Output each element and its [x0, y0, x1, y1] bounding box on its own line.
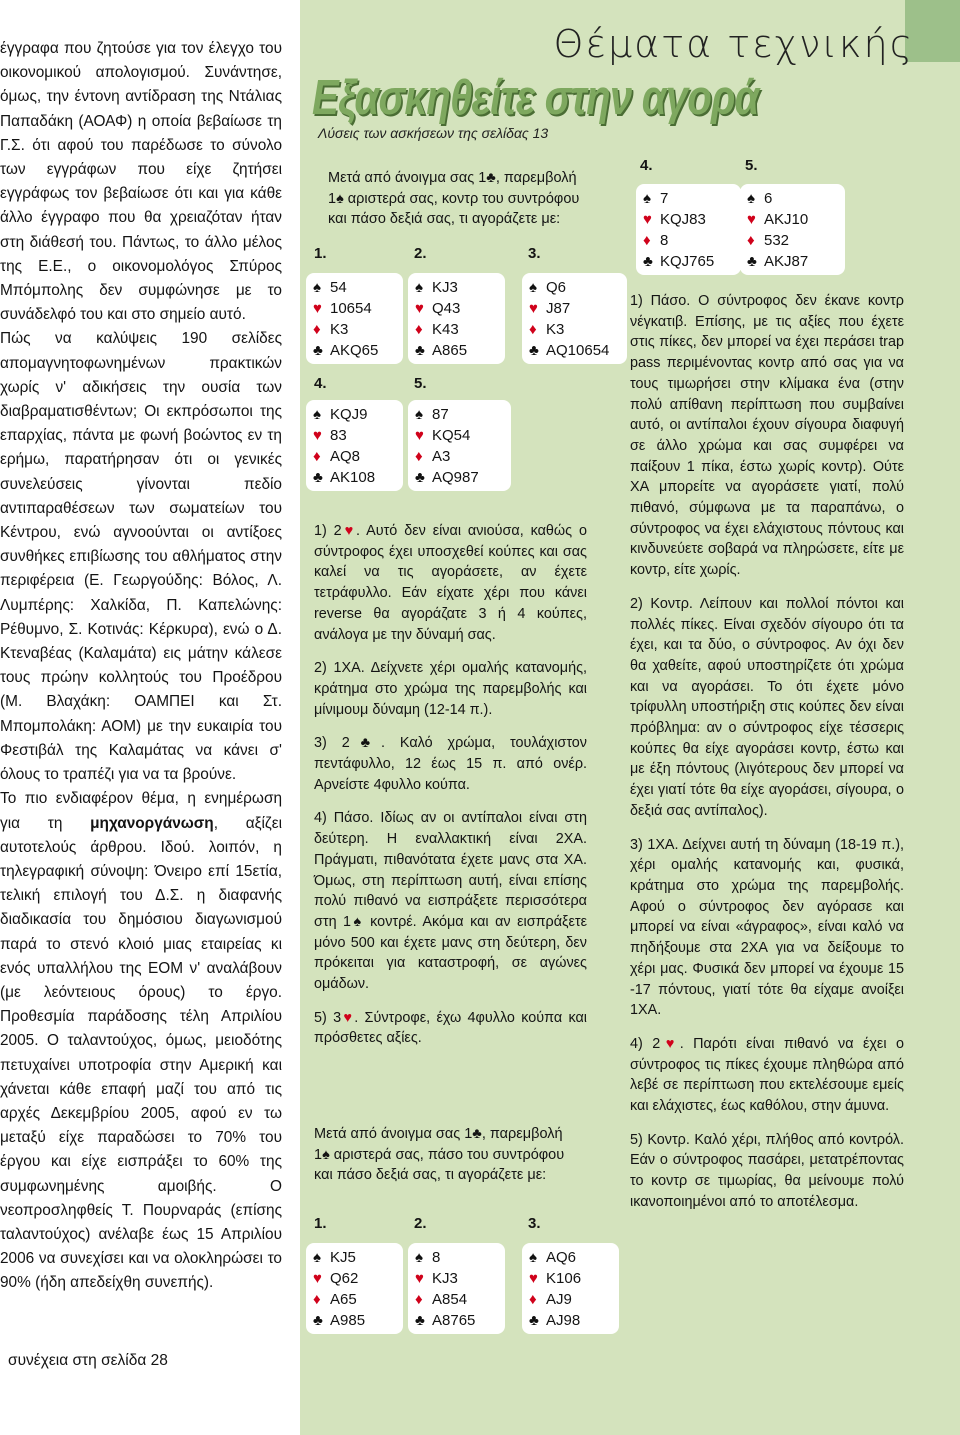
hand-row-hearts — [313, 425, 397, 446]
hand-row-hearts — [313, 298, 397, 319]
answer-paragraph: 3) 2♣. Καλό χρώμα, τουλάχιστον πεντάφυλλο, 12 έως 15 π. από ονέρ. Αρνείστε 4φυλλο κούπα. — [314, 735, 587, 793]
hand-label: 5. — [414, 375, 427, 392]
bridge-hand — [306, 1243, 403, 1334]
hand-row-spades — [415, 404, 505, 425]
hand-cards: 54 — [330, 279, 347, 296]
club-suit-icon: ♣ — [529, 342, 539, 359]
hand-row-hearts — [415, 298, 499, 319]
suit-icon: ♥ — [341, 1009, 355, 1026]
heart-suit-icon: ♥ — [747, 211, 756, 228]
diamond-suit-icon: ♦ — [529, 1291, 537, 1308]
spade-suit-icon: ♠ — [313, 406, 321, 423]
page-title: Εξασκηθείτε στην αγορά — [312, 71, 759, 125]
hand-cards: A865 — [432, 342, 468, 359]
hand-cards: A65 — [330, 1291, 357, 1308]
hand-label: 4. — [640, 157, 653, 174]
hand-row-clubs — [415, 340, 499, 361]
bridge-hand — [306, 273, 403, 364]
bridge-hand — [408, 400, 511, 491]
club-suit-icon: ♣ — [643, 253, 653, 270]
heart-suit-icon: ♥ — [643, 211, 652, 228]
hand-cards: A854 — [432, 1291, 468, 1308]
hand-row-diamonds — [313, 319, 397, 340]
hand-row-diamonds — [529, 1289, 613, 1310]
bridge-hand — [408, 273, 505, 364]
hand-row-clubs — [313, 467, 397, 488]
club-suit-icon: ♣ — [747, 253, 757, 270]
club-suit-icon: ♣ — [313, 1312, 323, 1329]
suit-icon: ♥ — [660, 1035, 680, 1052]
hand-row-clubs — [415, 1310, 499, 1331]
spade-suit-icon: ♠ — [529, 279, 537, 296]
hand-row-diamonds — [313, 446, 397, 467]
answer-paragraph: 5) Κοντρ. Καλό χέρι, πλήθος από κοντρόλ. Εάν ο σύντροφος πασάρει, μετατρέποντας το κοντρ σε τιμωρίας, θα μείνουμε πολύ ικανοποιημένοι από το αποτέλεσμα. — [630, 1131, 904, 1210]
hand-cards: A985 — [330, 1312, 366, 1329]
hand-row-spades — [415, 277, 499, 298]
hand-row-spades — [529, 1247, 613, 1268]
hand-row-clubs — [415, 467, 505, 488]
hand-cards: AQ8 — [330, 448, 361, 465]
heart-suit-icon: ♥ — [415, 1270, 424, 1287]
bridge-hand — [522, 273, 627, 364]
hand-row-hearts — [313, 1268, 397, 1289]
continued-note: συνέχεια στη σελίδα 28 — [8, 1352, 168, 1369]
hand-cards: AKJ87 — [764, 253, 809, 270]
exercise1-intro: Μετά από άνοιγμα σας 1♣, παρεμβολή 1♠ αριστερά σας, κοντρ του συντρόφου και πάσο δεξιά σας, τι αγοράζετε με: — [328, 170, 580, 227]
spade-suit-icon: ♠ — [415, 1249, 423, 1266]
heart-suit-icon: ♥ — [529, 300, 538, 317]
hand-row-diamonds — [415, 446, 505, 467]
hand-cards: Q6 — [546, 279, 567, 296]
hand-cards: J87 — [546, 300, 571, 317]
suit-icon: ♣ — [349, 735, 381, 752]
hand-cards: K3 — [546, 321, 565, 338]
hand-cards: AK108 — [330, 469, 376, 486]
hand-label: 1. — [314, 1215, 327, 1232]
subtitle: Λύσεις των ασκήσεων της σελίδας 13 — [318, 125, 549, 141]
spade-suit-icon: ♠ — [415, 279, 423, 296]
diamond-suit-icon: ♦ — [313, 321, 321, 338]
bridge-hand — [636, 184, 741, 275]
answer-paragraph: 2) 1ΧΑ. Δείχνετε χέρι ομαλής κατανομής, κράτημα στο χρώμα της παρεμβολής και μίνιμουμ δύναμη (12-14 π.). — [314, 660, 587, 718]
hand-cards: A8765 — [432, 1312, 476, 1329]
hand-row-clubs — [313, 1310, 397, 1331]
diamond-suit-icon: ♦ — [643, 232, 651, 249]
hand-row-diamonds — [529, 319, 621, 340]
hand-row-clubs — [313, 340, 397, 361]
hand-cards: KJ3 — [432, 279, 458, 296]
answer-paragraph: 1) 2♥. Αυτό δεν είναι ανιούσα, καθώς ο σύντροφος έχει υποσχεθεί κούπες και σας καλεί να τις αγοράσετε, αν έχετε τετράφυλλο. Εάν είχατε χέρι που κάνει reverse θα αγοράζατε 3 ή 4 κούπες, ανάλογα με την δύναμή σας. — [314, 523, 587, 643]
hand-cards: 6 — [764, 190, 773, 207]
article-paragraph: έγγραφα που ζητούσε για τον έλεγχο του οικονομικού απολογισμού. Συνάντησε, όμως, την έντονη αντίδραση της Ντάλιας Παπαδάκη (ΑΟΑΦ) η οποία βεβαίωσε τη Γ.Σ. ότι αφού του παρέδωσε το σύνολο των εγγράφων που είχε ζητήσει εγγράφως τον βεβαίωσε ότι και για κάθε άλλο έγγραφο που θα χρειαζόταν ήταν στη διάθεσή του. Πάντως, το άλλο μέλος της Ε.Ε., ο οικονομολόγος Σπύρος Μπόμπολης δεν συμφώνησε με το συνάδελφό του και στο σημείο αυτό. — [0, 40, 282, 324]
diamond-suit-icon: ♦ — [529, 321, 537, 338]
heart-suit-icon: ♥ — [313, 427, 322, 444]
club-suit-icon: ♣ — [415, 342, 425, 359]
hand-row-spades — [643, 188, 735, 209]
section-title: Θέματα τεχνικής — [553, 22, 914, 66]
hand-cards: KQJ9 — [330, 406, 368, 423]
article-paragraph: Πώς να καλύψεις 190 σελίδες απομαγνητοφωνημένων πρακτικών χωρίς ν' αδικήσεις την ουσία των διαβραματισθέντων; Οι εκπρόσωποι της επαρχίας, πάντα με φωνή βοώντος εν τη ερήμω, παρατήρησαν ότι οι γενικές συνελεύσεις γίνονται πεδίο αντιπαραθέσεων των σωματείων του Κέντρου, ενώ αγνοούνται οι αντίξοες συνθήκες επιβίωσης του αθλήματος στην περιφέρεια (Ε. Γεωργούδης: Βόλος, Λ. Λυμπέρης: Χαλκίδα, Π. Καπελώνης: Ρέθυμνο, Σ. Κοτινάς: Κέρκυρα), ενώ ο Δ. Κτεναβέας (Καλαμάτα) εις μάτην κάλεσε τους πρώην κολλητούς του Προέδρου (Μ. Βλαχάκη: ΟΑΜΠΕΙ και Στ. Μπομπολάκη: ΑΟΜ) με την ευκαιρία του Φεστιβάλ της Καλαμάτας να κάνει σ' όλους το τραπέζι για να τα βρούνε. — [0, 330, 282, 784]
hand-cards: AQ10654 — [546, 342, 610, 359]
hand-cards: 10654 — [330, 300, 372, 317]
answer-paragraph: 2) Κοντρ. Λείπουν και πολλοί πόντοι και πολλές πίκες. Είναι σχεδόν σίγουρο ότι τα έχει, και τα δύο, ο σύντροφος. Αν όχι δεν θα χαθείτε, αφού υποστηρίζετε ότι χρώμα και να αγοράσει. Το ότι έχετε μόνο τρίφυλλη υποστήριξη στις κούπες δεν είναι πρόβλημα: αν ο σύντροφος είχε τέσσερις κούπες θα είχε αγοράσει κοντρ, έστω και με έξη πόντους (λιγότερους δεν μπορεί να έχει γιατί τότε θα είχε αγοράσει, σίγουρα, ο δεξιά σας αντίπαλος). — [630, 595, 904, 819]
spade-suit-icon: ♠ — [313, 1249, 321, 1266]
hand-cards: AKQ65 — [330, 342, 379, 359]
hand-label: 3. — [528, 1215, 541, 1232]
hand-cards: 87 — [432, 406, 449, 423]
hand-cards: AJ9 — [546, 1291, 572, 1308]
bridge-hand — [408, 1243, 505, 1334]
answer-paragraph: 4) 2♥. Παρότι είναι πιθανό να έχει ο σύντροφος τις πίκες έχουμε πληθώρα από λεβέ σε περίπτωση που εκτελέσουμε εμείς και ελάχιστες, έως καθόλου, στην άμυνα. — [630, 1035, 904, 1115]
hand-row-diamonds — [643, 230, 735, 251]
club-suit-icon: ♣ — [529, 1312, 539, 1329]
hand-cards: KQJ765 — [660, 253, 715, 270]
bridge-hand — [522, 1243, 619, 1334]
heart-suit-icon: ♥ — [313, 300, 322, 317]
hand-row-diamonds — [747, 230, 839, 251]
diamond-suit-icon: ♦ — [415, 1291, 423, 1308]
hand-label: 2. — [414, 1215, 427, 1232]
diamond-suit-icon: ♦ — [747, 232, 755, 249]
hand-label: 4. — [314, 375, 327, 392]
bridge-hand — [306, 400, 403, 491]
hand-row-hearts — [415, 425, 505, 446]
hand-cards: KJ3 — [432, 1270, 458, 1287]
spade-suit-icon: ♠ — [529, 1249, 537, 1266]
hand-row-clubs — [643, 251, 735, 272]
hand-cards: 8 — [660, 232, 669, 249]
hand-row-hearts — [529, 1268, 613, 1289]
heart-suit-icon: ♥ — [415, 300, 424, 317]
hand-cards: KJ5 — [330, 1249, 356, 1266]
article-paragraph: Το πιο ενδιαφέρον θέμα, η ενημέρωση για τη μηχανοργάνωση, αξίζει αυτοτελούς άρθρου. Ιδού. λοιπόν, η τηλεγραφική σύνοψη: Όνειρο επί 15ετία, τελική επιλογή του Δ.Σ. η διαφανής διαδικασία του δημόσιου διαγωνισμού παρά το στενό κλοιό μιας εταιρείας κι ενός υπαλλήλου της ΕΟΜ ν' αναλάβουν (με λεόντειους όρους) το έργο. Προθεσμία παράδοσης τέλη Απριλίου 2005. Ο ταλαντούχος, όμως, μειοδότης πετυχαίνει υποτροφία στην Αμερική και χάνεται κάθε επαφή μαζί του από τις αρχές Δεκεμβρίου 2005, αφού εν τω μεταξύ είχε παραδώσει το 70% του έργου και είχε εισπράξει το 60% της συμφωνημένης αμοιβής. Ο νεοπροσληφθείς Τ. Πουρναράς (επίσης ταλαντούχος) ανέλαβε έως 15 Απριλίου 2006 να συνεχίσει και να ολοκληρώσει το 90% (ήδη απεδείχθη συνεπής). — [0, 790, 282, 1292]
hand-row-clubs — [529, 1310, 613, 1331]
club-suit-icon: ♣ — [313, 469, 323, 486]
hand-cards: AKJ10 — [764, 211, 809, 228]
hand-row-clubs — [529, 340, 621, 361]
hand-label: 1. — [314, 245, 327, 262]
hand-cards: Q43 — [432, 300, 461, 317]
hand-row-hearts — [415, 1268, 499, 1289]
hand-row-diamonds — [313, 1289, 397, 1310]
hand-cards: AQ6 — [546, 1249, 577, 1266]
club-suit-icon: ♣ — [313, 342, 323, 359]
heart-suit-icon: ♥ — [313, 1270, 322, 1287]
answer-paragraph: 3) 1ΧΑ. Δείχνει αυτή τη δύναμη (18-19 π.), χέρι ομαλής κατανομής και, φυσικά, κράτημα στο χρώμα της παρεμβολής. Αφού ο σύντροφος δεν αγόρασε και μπορεί να είναι «άγραφος», είναι καλό να πηδήξουμε στα 2ΧΑ για να δείξουμε το χέρι μας. Φυσικά δεν μπορεί να έχουμε 15 -17 πόντους, γιατί τότε θα είχαμε ανοίξει 1ΧΑ. — [630, 836, 904, 1019]
hand-row-clubs — [747, 251, 839, 272]
hand-cards: AQ987 — [432, 469, 479, 486]
hand-row-diamonds — [415, 1289, 499, 1310]
hand-cards: KQJ83 — [660, 211, 706, 228]
exercise1-answers — [314, 521, 587, 1062]
hand-row-spades — [415, 1247, 499, 1268]
hand-row-spades — [313, 1247, 397, 1268]
hand-row-hearts — [643, 209, 735, 230]
exercise2-answers — [630, 291, 904, 1226]
diamond-suit-icon: ♦ — [313, 1291, 321, 1308]
hand-cards: 8 — [432, 1249, 441, 1266]
spade-suit-icon: ♠ — [415, 406, 423, 423]
diamond-suit-icon: ♦ — [313, 448, 321, 465]
hand-cards: K106 — [546, 1270, 582, 1287]
hand-label: 3. — [528, 245, 541, 262]
spade-suit-icon: ♠ — [747, 190, 755, 207]
diamond-suit-icon: ♦ — [415, 321, 423, 338]
hand-row-spades — [313, 277, 397, 298]
answer-paragraph: 1) Πάσο. Ο σύντροφος δεν έκανε κοντρ νέγκατιβ. Επίσης, με τις αξίες που έχετε στις πίκες, δεν μπορεί να έχει περάσει trap pass περιμένοντας κοντρ από σας για να τους τιμωρήσει στην κλίμακα ένα (στην πολύ απίθανη περίπτωση που συμβαίνει αυτό, οι αντίπαλοι έχουν σίγουρα διαφυγή σε άλλο χρώμα και σας συμφέρει να παίξουν 1 πίκα, έστω χωρίς κοντρ). Ούτε ΧΑ μπορείτε να αγοράσετε γιατί, πολύ πιθανό, σύμφωνα με τα παραπάνω, ο σύντροφος να έχει ελάχιστους πόντους και κινδυνεύετε σοβαρά να πληρώσετε, είτε με κοντρ, είτε χωρίς. — [630, 293, 904, 579]
hand-row-diamonds — [415, 319, 499, 340]
hand-label: 2. — [414, 245, 427, 262]
bold-term: μηχανοργάνωση — [90, 814, 214, 832]
hand-row-hearts — [529, 298, 621, 319]
answer-paragraph: 5) 3♥. Σύντροφε, έχω 4φυλλο κούπα και πρόσθετες αξίες. — [314, 1009, 588, 1047]
hand-cards: Q62 — [330, 1270, 359, 1287]
hand-cards: 532 — [764, 232, 790, 249]
hand-row-spades — [529, 277, 621, 298]
club-suit-icon: ♣ — [415, 469, 425, 486]
bridge-hand — [740, 184, 845, 275]
hand-label: 5. — [745, 157, 758, 174]
club-suit-icon: ♣ — [415, 1312, 425, 1329]
hand-row-hearts — [747, 209, 839, 230]
heart-suit-icon: ♥ — [529, 1270, 538, 1287]
heart-suit-icon: ♥ — [415, 427, 424, 444]
hand-cards: K43 — [432, 321, 459, 338]
hand-cards: 83 — [330, 427, 347, 444]
spade-suit-icon: ♠ — [313, 279, 321, 296]
hand-cards: AJ98 — [546, 1312, 581, 1329]
diamond-suit-icon: ♦ — [415, 448, 423, 465]
hand-cards: 7 — [660, 190, 669, 207]
answer-paragraph: 4) Πάσο. Ιδίως αν οι αντίπαλοι είναι στη δεύτερη. Η εναλλακτική είναι 2ΧΑ. Πράγματι, πιθανότατα έχετε μανς στα ΧΑ. Όμως, στη περίπτωση αυτή, είναι επίσης πολύ πιθανό να εισπράξετε περισσότερα στη 1♠ κοντρέ. Ακόμα και αν εισπράξετε μόνο 500 και έχετε μανς στη δεύτερη, δεν πρόκειται για καταστροφή, σε αγώνες ομάδων. — [314, 810, 587, 993]
hand-row-spades — [747, 188, 839, 209]
hand-cards: KQ54 — [432, 427, 471, 444]
hand-cards: A3 — [432, 448, 451, 465]
suit-icon: ♥ — [341, 523, 357, 539]
hand-cards: K3 — [330, 321, 349, 338]
left-article — [0, 37, 282, 1296]
spade-suit-icon: ♠ — [643, 190, 651, 207]
hand-row-spades — [313, 404, 397, 425]
exercise2-intro: Μετά από άνοιγμα σας 1♣, παρεμβολή 1♠ αριστερά σας, πάσο του συντρόφου και πάσο δεξιά σας, τι αγοράζετε με: — [314, 1126, 565, 1183]
